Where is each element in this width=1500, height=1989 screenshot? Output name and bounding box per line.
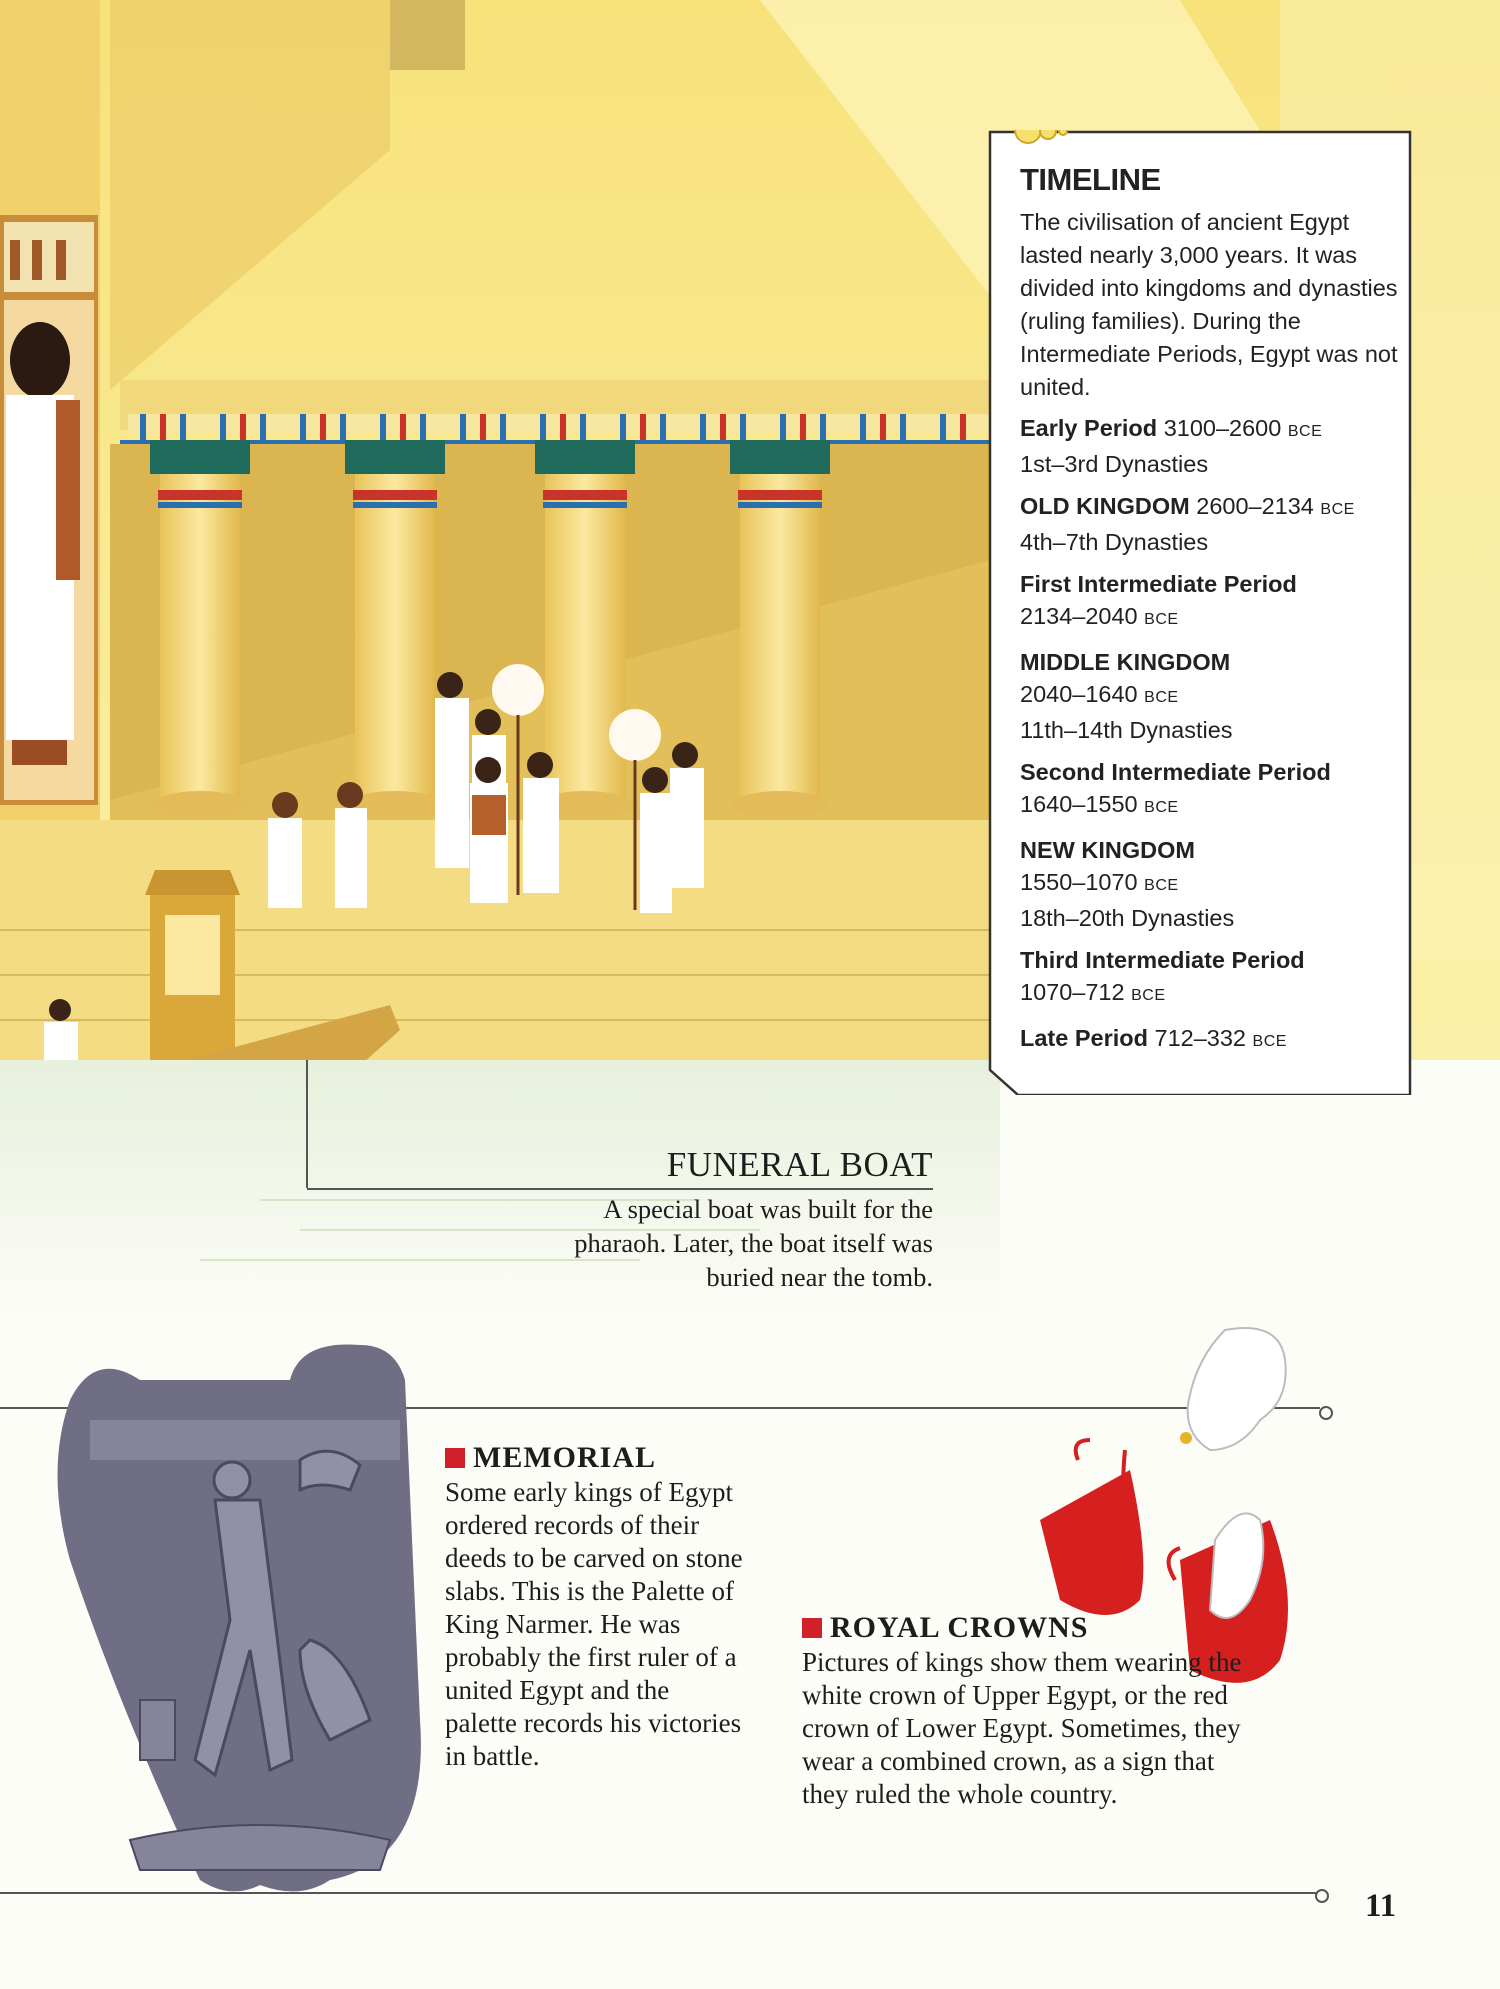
memorial-text: Some early kings of Egypt ordered records of their deeds to be carved on stone slabs. This is the Palette of King Narmer. He was probably the first ruler of a united Egypt and the palette records his victories in battle. [445, 1477, 743, 1771]
timeline-entry-dates: 1550–1070 [1020, 869, 1138, 895]
timeline-entry-dates: 2040–1640 [1020, 681, 1138, 707]
timeline-entry-dynasties: 4th–7th Dynasties [1020, 529, 1209, 555]
red-square-bullet-icon [802, 1618, 822, 1638]
timeline-entry-name: Early Period [1020, 415, 1158, 441]
timeline-entry-dates: 3100–2600 [1163, 415, 1282, 441]
memorial-section [445, 1440, 745, 1773]
funeral-boat-text: A special boat was built for the pharaoh. Later, the boat itself was buried near the tomb. [574, 1194, 933, 1292]
timeline-entry-name: MIDDLE KINGDOM [1020, 649, 1231, 675]
memorial-title: MEMORIAL [473, 1441, 656, 1474]
timeline-entry-dates: 712–332 [1154, 1025, 1247, 1051]
timeline-entry [1020, 412, 1405, 480]
royal-crowns-section [802, 1610, 1252, 1811]
narmer-palette [58, 1344, 421, 1891]
timeline-entry-name: First Intermediate Period [1020, 571, 1297, 597]
timeline-entry [1020, 756, 1405, 824]
timeline-entry-era: BCE [1252, 1033, 1287, 1050]
timeline-entry-era: BCE [1144, 877, 1179, 894]
timeline-entry-dates: 1070–712 [1020, 979, 1125, 1005]
timeline-entry-dynasties: 11th–14th Dynasties [1020, 717, 1233, 743]
timeline-entry [1020, 646, 1405, 746]
timeline-entry-era: BCE [1287, 423, 1323, 440]
timeline-entry-era: BCE [1144, 689, 1179, 706]
timeline-entry-name: Third Intermediate Period [1020, 947, 1305, 973]
timeline-entry-name: OLD KINGDOM [1020, 493, 1190, 519]
funeral-boat-title: FUNERAL BOAT [666, 1145, 933, 1184]
royal-crowns-title: ROYAL CROWNS [830, 1611, 1089, 1644]
timeline-entry [1020, 490, 1405, 558]
timeline-entry-era: BCE [1144, 799, 1179, 816]
timeline-entry-era: BCE [1320, 501, 1355, 518]
timeline-entry-dynasties: 18th–20th Dynasties [1020, 905, 1235, 931]
timeline-entry-era: BCE [1144, 611, 1179, 628]
timeline-entry-name: Late Period [1020, 1025, 1148, 1051]
timeline-entry [1020, 568, 1405, 636]
timeline-entry-era: BCE [1131, 987, 1166, 1004]
timeline-title: TIMELINE [1020, 162, 1161, 197]
timeline-entry-dates: 2600–2134 [1196, 493, 1314, 519]
timeline-entry-name: Second Intermediate Period [1020, 759, 1331, 785]
timeline-entry-name: NEW KINGDOM [1020, 837, 1195, 863]
royal-crowns-text: Pictures of kings show them wearing the white crown of Upper Egypt, or the red crown of Lower Egypt. Sometimes, they wear a combined crown, as a sign that they ruled the whole country. [802, 1647, 1242, 1809]
timeline-entry [1020, 834, 1405, 934]
funeral-boat-divider [307, 1188, 933, 1190]
timeline-entry [1020, 944, 1405, 1012]
timeline-panel [988, 130, 1418, 1095]
timeline-entry [1020, 1022, 1405, 1058]
timeline-entry-dynasties: 1st–3rd Dynasties [1020, 451, 1209, 477]
red-square-bullet-icon [445, 1448, 465, 1468]
timeline-intro: The civilisation of ancient Egypt lasted nearly 3,000 years. It was divided into kingdoms and dynasties (ruling families). During the Intermediate Periods, Egypt was not united. [1020, 209, 1398, 400]
timeline-entry-dates: 1640–1550 [1020, 791, 1138, 817]
page-number: 11 [1365, 1888, 1397, 1924]
timeline-entry-dates: 2134–2040 [1020, 603, 1138, 629]
